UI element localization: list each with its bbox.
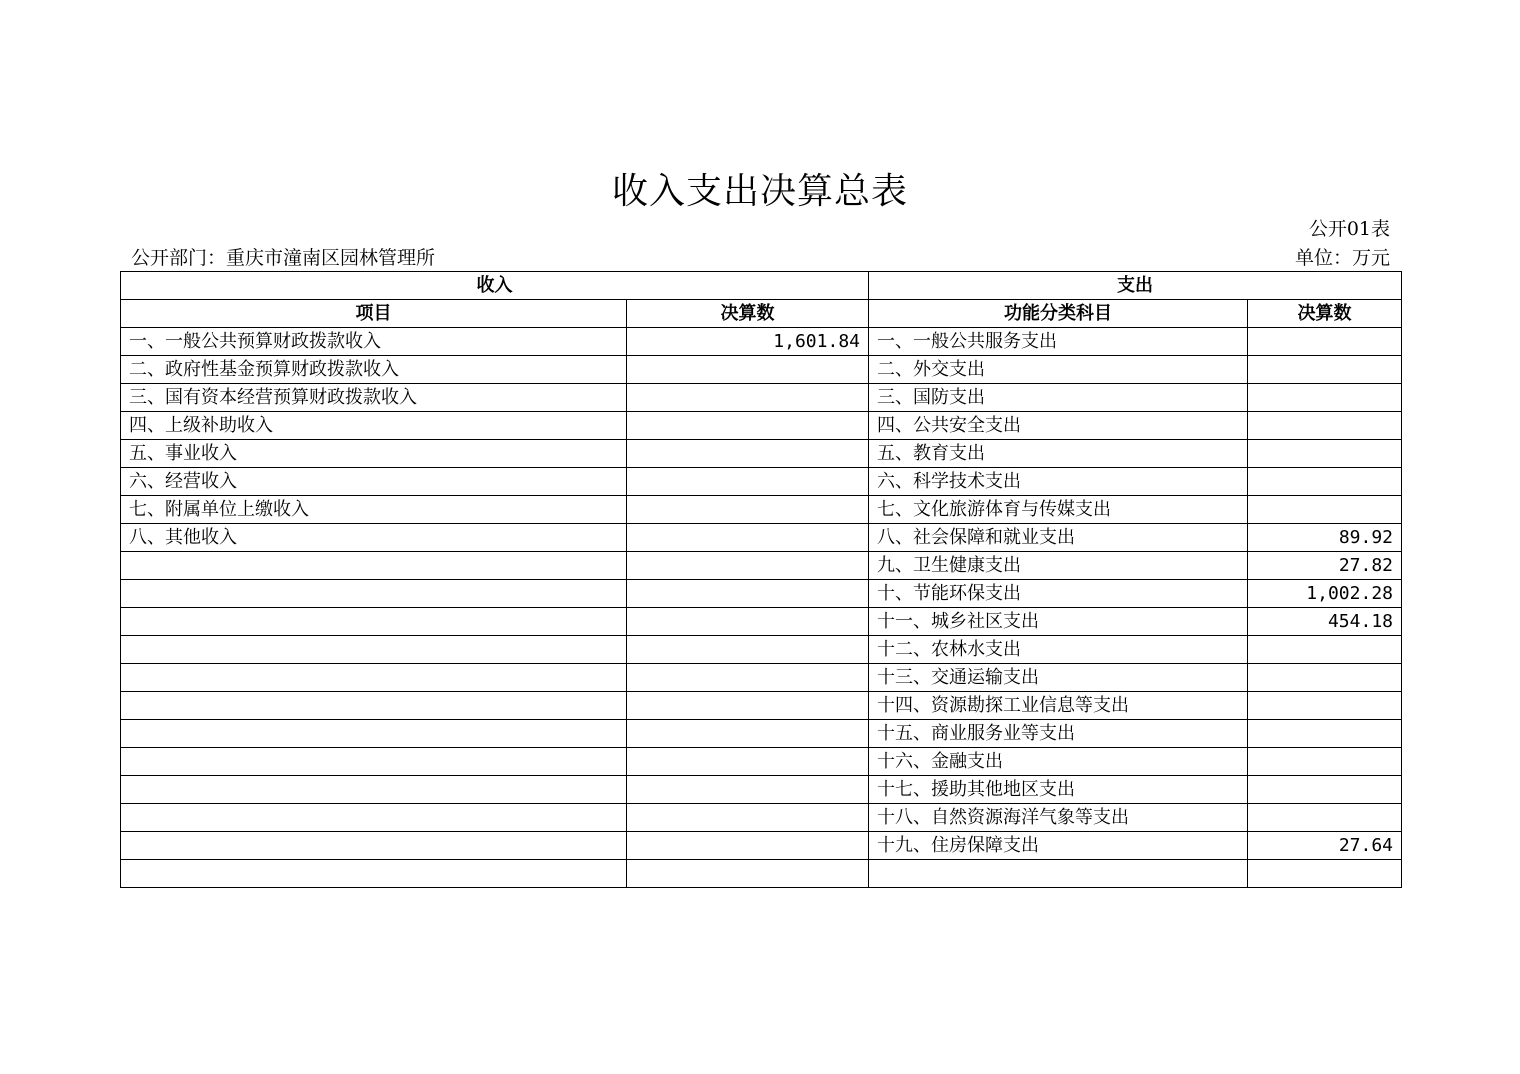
expense-amount-cell: 27.82 <box>1248 552 1402 580</box>
income-amount-cell <box>627 440 869 468</box>
expense-amount-cell <box>1248 664 1402 692</box>
income-expense-table <box>120 271 1402 888</box>
income-item-cell <box>121 692 627 720</box>
income-item-cell: 一、一般公共预算财政拨款收入 <box>121 328 627 356</box>
expense-amount-cell: 1,002.28 <box>1248 580 1402 608</box>
table-row <box>121 636 1402 664</box>
income-amount-cell <box>627 832 869 860</box>
expense-amount-cell <box>1248 804 1402 832</box>
column-header-row <box>121 300 1402 328</box>
expense-amount-cell: 454.18 <box>1248 608 1402 636</box>
expense-item-cell: 五、教育支出 <box>869 440 1248 468</box>
income-amount-cell <box>627 720 869 748</box>
income-amount-cell <box>627 776 869 804</box>
expense-item-cell: 七、文化旅游体育与传媒支出 <box>869 496 1248 524</box>
expense-item-cell: 十八、自然资源海洋气象等支出 <box>869 804 1248 832</box>
table-row <box>121 356 1402 384</box>
table-row <box>121 860 1402 888</box>
income-amount-cell <box>627 692 869 720</box>
income-item-cell: 三、国有资本经营预算财政拨款收入 <box>121 384 627 412</box>
income-amount-cell <box>627 524 869 552</box>
expense-item-cell: 十九、住房保障支出 <box>869 832 1248 860</box>
expense-item-cell: 十六、金融支出 <box>869 748 1248 776</box>
expense-amount-cell <box>1248 356 1402 384</box>
table-row <box>121 468 1402 496</box>
expense-amount-cell <box>1248 440 1402 468</box>
income-amount-cell: 1,601.84 <box>627 328 869 356</box>
income-item-cell <box>121 580 627 608</box>
income-amount-cell <box>627 552 869 580</box>
income-item-cell <box>121 720 627 748</box>
table-row <box>121 692 1402 720</box>
form-number: 公开01表 <box>1308 218 1390 240</box>
expense-amount-cell: 89.92 <box>1248 524 1402 552</box>
income-item-cell <box>121 804 627 832</box>
table-row <box>121 720 1402 748</box>
income-item-cell <box>121 608 627 636</box>
expense-item-cell: 十一、城乡社区支出 <box>869 608 1248 636</box>
expense-amount-header: 决算数 <box>1248 300 1402 328</box>
income-item-cell <box>121 748 627 776</box>
table-row <box>121 524 1402 552</box>
income-item-cell <box>121 832 627 860</box>
expense-item-cell: 十五、商业服务业等支出 <box>869 720 1248 748</box>
expense-item-cell <box>869 860 1248 888</box>
income-item-cell: 二、政府性基金预算财政拨款收入 <box>121 356 627 384</box>
income-amount-cell <box>627 664 869 692</box>
income-amount-cell <box>627 496 869 524</box>
table-row <box>121 440 1402 468</box>
income-amount-cell <box>627 356 869 384</box>
income-item-cell <box>121 776 627 804</box>
table-body <box>121 328 1402 888</box>
unit-label: 单位：万元 <box>1294 247 1390 269</box>
table-row <box>121 664 1402 692</box>
table-row <box>121 804 1402 832</box>
table-row <box>121 552 1402 580</box>
income-item-cell <box>121 664 627 692</box>
income-item-cell: 五、事业收入 <box>121 440 627 468</box>
expense-amount-cell <box>1248 468 1402 496</box>
income-amount-header: 决算数 <box>627 300 869 328</box>
expense-amount-cell <box>1248 636 1402 664</box>
income-item-cell: 四、上级补助收入 <box>121 412 627 440</box>
expense-amount-cell <box>1248 860 1402 888</box>
expense-item-cell: 十三、交通运输支出 <box>869 664 1248 692</box>
expense-amount-cell <box>1248 692 1402 720</box>
section-header-row <box>121 272 1402 300</box>
income-item-cell: 八、其他收入 <box>121 524 627 552</box>
table-row <box>121 328 1402 356</box>
income-amount-cell <box>627 412 869 440</box>
expense-item-cell: 十、节能环保支出 <box>869 580 1248 608</box>
income-amount-cell <box>627 860 869 888</box>
table-row <box>121 776 1402 804</box>
expense-item-cell: 十二、农林水支出 <box>869 636 1248 664</box>
expense-item-cell: 十七、援助其他地区支出 <box>869 776 1248 804</box>
expense-item-cell: 三、国防支出 <box>869 384 1248 412</box>
income-amount-cell <box>627 748 869 776</box>
report-title: 收入支出决算总表 <box>611 171 908 212</box>
income-item-cell: 六、经营收入 <box>121 468 627 496</box>
income-item-cell <box>121 552 627 580</box>
expense-amount-cell <box>1248 720 1402 748</box>
table-row <box>121 832 1402 860</box>
income-item-cell: 七、附属单位上缴收入 <box>121 496 627 524</box>
expense-amount-cell <box>1248 748 1402 776</box>
table-row <box>121 384 1402 412</box>
expense-amount-cell <box>1248 384 1402 412</box>
expense-section-header: 支出 <box>869 272 1402 300</box>
income-amount-cell <box>627 804 869 832</box>
expense-item-cell: 八、社会保障和就业支出 <box>869 524 1248 552</box>
income-amount-cell <box>627 636 869 664</box>
expense-amount-cell <box>1248 412 1402 440</box>
expense-item-header: 功能分类科目 <box>869 300 1248 328</box>
expense-item-cell: 一、一般公共服务支出 <box>869 328 1248 356</box>
table-row <box>121 748 1402 776</box>
expense-amount-cell <box>1248 776 1402 804</box>
income-item-header: 项目 <box>121 300 627 328</box>
income-item-cell <box>121 860 627 888</box>
expense-item-cell: 九、卫生健康支出 <box>869 552 1248 580</box>
expense-amount-cell <box>1248 496 1402 524</box>
table-row <box>121 580 1402 608</box>
expense-item-cell: 十四、资源勘探工业信息等支出 <box>869 692 1248 720</box>
expense-amount-cell: 27.64 <box>1248 832 1402 860</box>
income-amount-cell <box>627 468 869 496</box>
expense-item-cell: 四、公共安全支出 <box>869 412 1248 440</box>
income-item-cell <box>121 636 627 664</box>
income-amount-cell <box>627 384 869 412</box>
income-amount-cell <box>627 608 869 636</box>
income-section-header: 收入 <box>121 272 869 300</box>
income-amount-cell <box>627 580 869 608</box>
table-row <box>121 496 1402 524</box>
department-label: 公开部门：重庆市潼南区园林管理所 <box>131 247 436 269</box>
expense-amount-cell <box>1248 328 1402 356</box>
table-row <box>121 412 1402 440</box>
expense-item-cell: 六、科学技术支出 <box>869 468 1248 496</box>
expense-item-cell: 二、外交支出 <box>869 356 1248 384</box>
table-row <box>121 608 1402 636</box>
